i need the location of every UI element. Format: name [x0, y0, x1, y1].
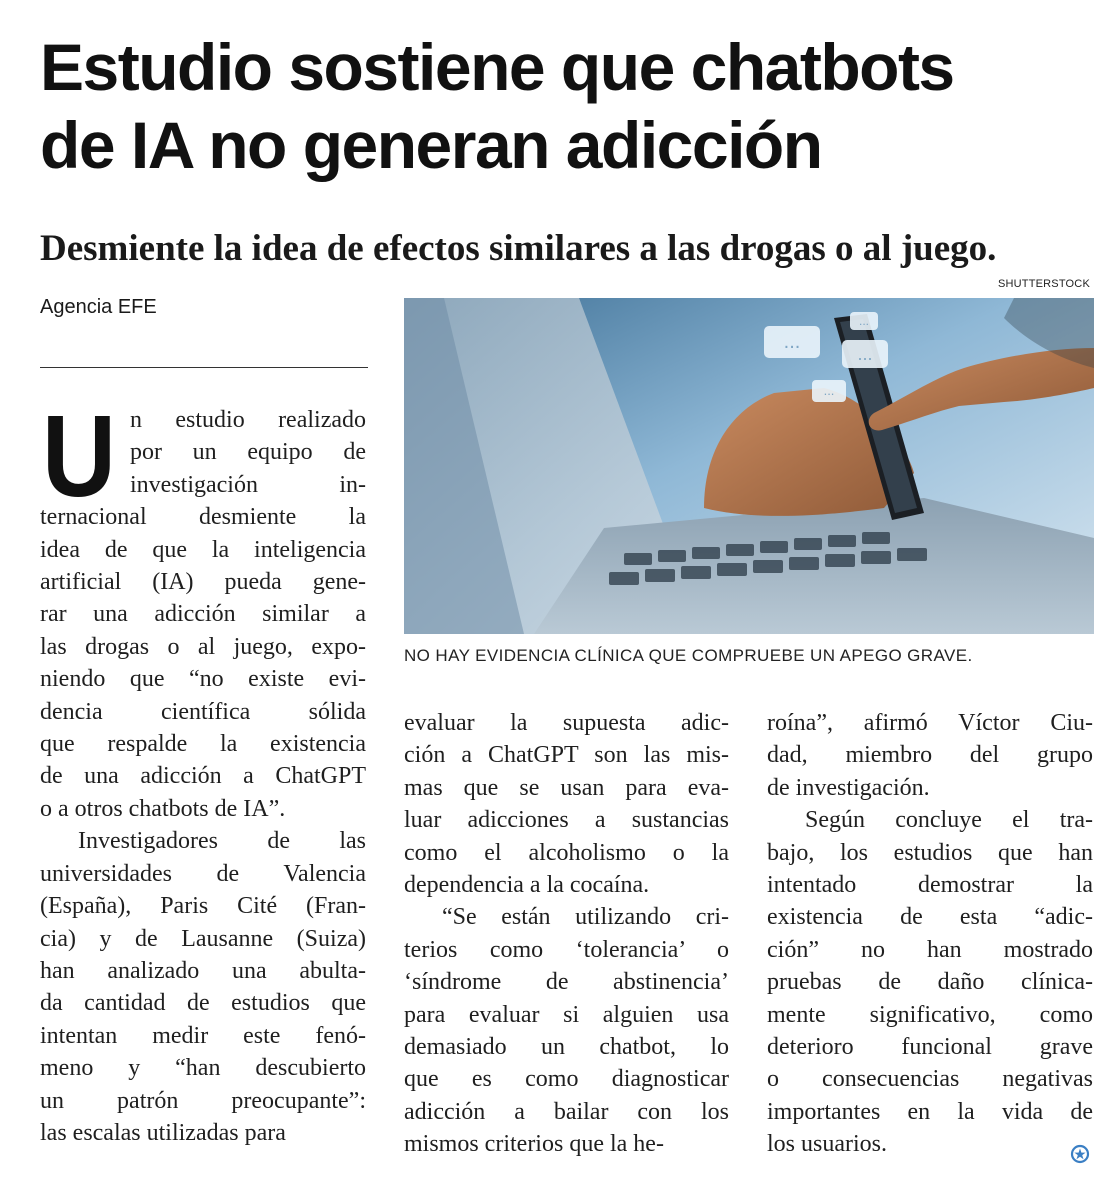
- drop-cap-letter: U: [42, 406, 116, 498]
- end-of-article-icon: [1070, 1144, 1090, 1164]
- article-column-1: [40, 404, 366, 1149]
- article-text-line: dad, miembro del grupo: [767, 742, 1093, 769]
- headline: [40, 28, 1090, 184]
- photo-illustration: [404, 298, 1094, 634]
- article-text-line: de una adicción a ChatGPT: [40, 763, 366, 790]
- article-text-line: terios como ‘tolerancia’ o: [404, 936, 729, 963]
- article-text-line: mismos criterios que la he-: [404, 1131, 664, 1158]
- article-text-line: dependencia a la cocaína.: [404, 872, 650, 899]
- chat-bubble-dots: ...: [858, 314, 870, 328]
- article-text-line: n estudio realizado: [130, 407, 366, 433]
- article-text-line: mas que se usan para eva-: [404, 774, 729, 801]
- photo-caption: NO HAY EVIDENCIA CLÍNICA QUE COMPRUEBE UN APEGO GRAVE.: [404, 646, 973, 665]
- article-text-line: las drogas o al juego, expo-: [40, 633, 366, 660]
- article-text-line: meno y “han descubierto: [40, 1055, 366, 1082]
- article-text-line: mente significativo, como: [767, 1001, 1093, 1028]
- article-text-line: universidades de Valencia: [40, 860, 366, 887]
- article-text-line: intentan medir este fenó-: [40, 1022, 366, 1049]
- article-column-3: [767, 707, 1093, 1161]
- article-text-line: “Se están utilizando cri-: [442, 904, 729, 931]
- article-text-line: o consecuencias negativas: [767, 1066, 1093, 1093]
- article-text-line: luar adicciones a sustancias: [404, 807, 729, 834]
- chat-bubble-dots: ...: [823, 383, 835, 398]
- article-text-line: un patrón preocupante”:: [40, 1087, 366, 1114]
- article-text-line: Investigadores de las: [78, 828, 366, 855]
- article-text-line: niendo que “no existe evi-: [40, 666, 366, 693]
- byline-divider: [40, 367, 368, 368]
- article-text-line: como el alcoholismo o la: [404, 839, 729, 866]
- photo-credit: SHUTTERSTOCK: [997, 278, 1090, 290]
- article-text-line: idea de que la inteligencia: [40, 536, 366, 563]
- article-column-2: [404, 707, 729, 1161]
- article-text-line: rar una adicción similar a: [40, 601, 366, 628]
- chat-bubble-dots: ...: [783, 331, 801, 353]
- article-text-line: bajo, los estudios que han: [767, 839, 1093, 866]
- article-text-line: demasiado un chatbot, lo: [404, 1034, 729, 1061]
- article-text-line: pruebas de daño clínica-: [767, 969, 1093, 996]
- article-text-line: los usuarios.: [767, 1131, 887, 1158]
- article-text-line: da cantidad de estudios que: [40, 990, 366, 1017]
- article-text-line: ción a ChatGPT son las mis-: [404, 742, 729, 769]
- article-text-line: que respalde la existencia: [40, 731, 366, 758]
- article-text-line: deterioro funcional grave: [767, 1034, 1093, 1061]
- article-text-line: cia) y de Lausanne (Suiza): [40, 925, 366, 952]
- article-text-line: que es como diagnosticar: [404, 1066, 729, 1093]
- headline-line-2: de IA no generan adicción: [40, 108, 822, 182]
- article-text-line: intentado demostrar la: [767, 872, 1093, 899]
- article-text-line: para evaluar si alguien usa: [404, 1001, 729, 1028]
- article-text-line: roína”, afirmó Víctor Ciu-: [767, 710, 1093, 736]
- article-text-line: han analizado una abulta-: [40, 957, 366, 984]
- byline: Agencia EFE: [40, 296, 157, 318]
- article-text-line: investigación in-: [130, 471, 366, 498]
- article-text-line: o a otros chatbots de IA”.: [40, 795, 286, 822]
- article-text-line: ción” no han mostrado: [767, 936, 1093, 963]
- article-text-line: las escalas utilizadas para: [40, 1119, 286, 1146]
- article-text-line: por un equipo de: [130, 439, 366, 466]
- article-text-line: evaluar la supuesta adic-: [404, 710, 729, 736]
- article-text-line: de investigación.: [767, 774, 930, 801]
- article-text-line: ‘síndrome de abstinencia’: [404, 969, 729, 996]
- article-text-line: dencia científica sólida: [40, 698, 366, 725]
- article-text-line: artificial (IA) pueda gene-: [40, 569, 366, 596]
- subheadline: Desmiente la idea de efectos similares a las drogas o al juego.: [40, 228, 997, 269]
- article-photo: [404, 298, 1094, 634]
- article-text-line: existencia de esta “adic-: [767, 904, 1093, 931]
- article-text-line: (España), Paris Cité (Fran-: [40, 893, 366, 920]
- article-text-line: adicción a bailar con los: [404, 1098, 729, 1125]
- article-text-line: Según concluye el tra-: [805, 807, 1093, 834]
- chat-bubble-dots: ...: [857, 344, 873, 364]
- headline-line-1: Estudio sostiene que chatbots: [40, 30, 954, 104]
- article-text-line: ternacional desmiente la: [40, 504, 366, 531]
- article-text-line: importantes en la vida de: [767, 1098, 1093, 1125]
